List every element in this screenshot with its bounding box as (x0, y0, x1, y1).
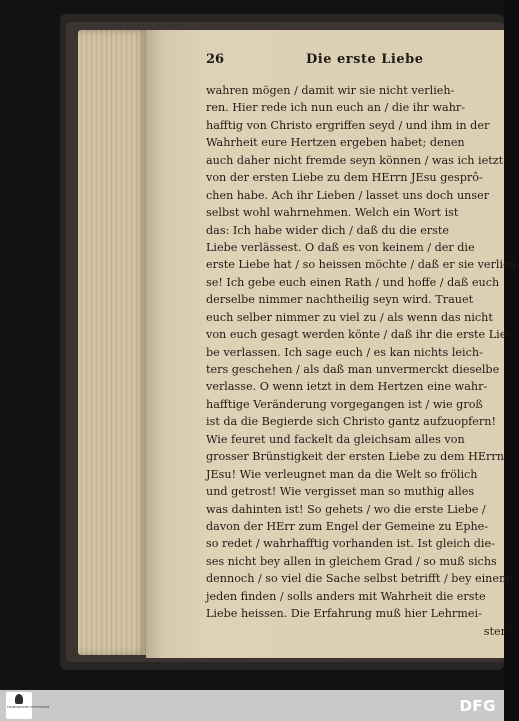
text-line: verlasse. O wenn ietzt in dem Hertzen eine wahr- (206, 380, 488, 394)
text-line: Liebe verlässest. O daß es von keinem / der die (206, 240, 475, 254)
viewer-footer-bar (0, 690, 504, 721)
text-line: ses nicht bey allen in gleichem Grad / so muß sichs (206, 554, 497, 568)
text-line: was dahinten ist! So gehets / wo die erste Liebe / (206, 502, 486, 516)
text-line: auch daher nicht fremde seyn können / was ich ietzt (206, 153, 504, 167)
text-line: von euch gesagt werden könte / daß ihr die erste Lie- (206, 328, 511, 342)
text-line: hafftige Veränderung vorgegangen ist / wie groß (206, 397, 483, 411)
text-line: von der ersten Liebe zu dem HErrn JEsu gesprô- (206, 171, 483, 185)
text-line: erste Liebe hat / so heissen möchte / daß er sie verlies- (206, 258, 519, 272)
text-line: grosser Brünstigkeit der ersten Liebe zu dem HErrn (206, 450, 504, 464)
text-line: dennoch / so viel die Sache selbst betrifft / bey einem (206, 572, 510, 586)
francke-foundation-logo[interactable] (6, 692, 50, 719)
text-line: hafftig von Christo ergriffen seyd / und ihm in der (206, 118, 490, 132)
text-line: be verlassen. Ich sage euch / es kan nichts leich- (206, 345, 483, 359)
text-line: und getrost! Wie vergisset man so muthig alles (206, 485, 475, 499)
text-line: das: Ich habe wider dich / daß du die erste (206, 223, 450, 237)
book-page (146, 30, 519, 658)
foundation-emblem-icon (15, 694, 23, 704)
body-text (206, 82, 519, 640)
page-number: 26 (206, 52, 225, 67)
text-line: ren. Hier rede ich nun euch an / die ihr wahr- (206, 101, 466, 115)
text-line: so redet / wahrhafftig vorhanden ist. Ist gleich die- (206, 537, 495, 551)
logo-text: FRANCKESCHE STIFTUNGEN (7, 705, 50, 709)
text-line: wahren mögen / damit wir sie nicht verlieh- (206, 84, 455, 97)
text-line: ters geschehen / als daß man unvermerckt dieselbe (206, 363, 500, 376)
text-line: ist da die Begierde sich Christo gantz aufzuopfern! (206, 415, 496, 429)
text-line: JEsu! Wie verleugnet man da die Welt so frölich (206, 467, 478, 481)
text-line: euch selber nimmer zu viel zu / als wenn das nicht (206, 310, 493, 324)
dfg-logo[interactable]: DFG (459, 697, 496, 715)
text-line: Liebe heissen. Die Erfahrung muß hier Lehrmei- (206, 607, 482, 621)
text-line: Wie feuret und fackelt da gleichsam alles von (206, 432, 465, 446)
text-line: chen habe. Ach ihr Lieben / lasset uns doch unser (206, 188, 490, 202)
text-line: derselbe nimmer nachtheilig seyn wird. Trauet (206, 293, 474, 307)
text-line: davon der HErr zum Engel der Gemeine zu Ephe- (206, 519, 489, 533)
text-line: Wahrheit eure Hertzen ergeben habet; denen (206, 136, 465, 150)
page-edges (78, 30, 148, 655)
page-header (206, 52, 504, 74)
text-line: jeden finden / solls anders mit Wahrheit die erste (206, 589, 486, 603)
text-line: se! Ich gebe euch einen Rath / und hoffe / daß euch (206, 275, 500, 289)
running-title: Die erste Liebe (306, 52, 424, 67)
catchword: ster (483, 624, 506, 638)
text-line: selbst wohl wahrnehmen. Welch ein Wort ist (206, 206, 459, 220)
